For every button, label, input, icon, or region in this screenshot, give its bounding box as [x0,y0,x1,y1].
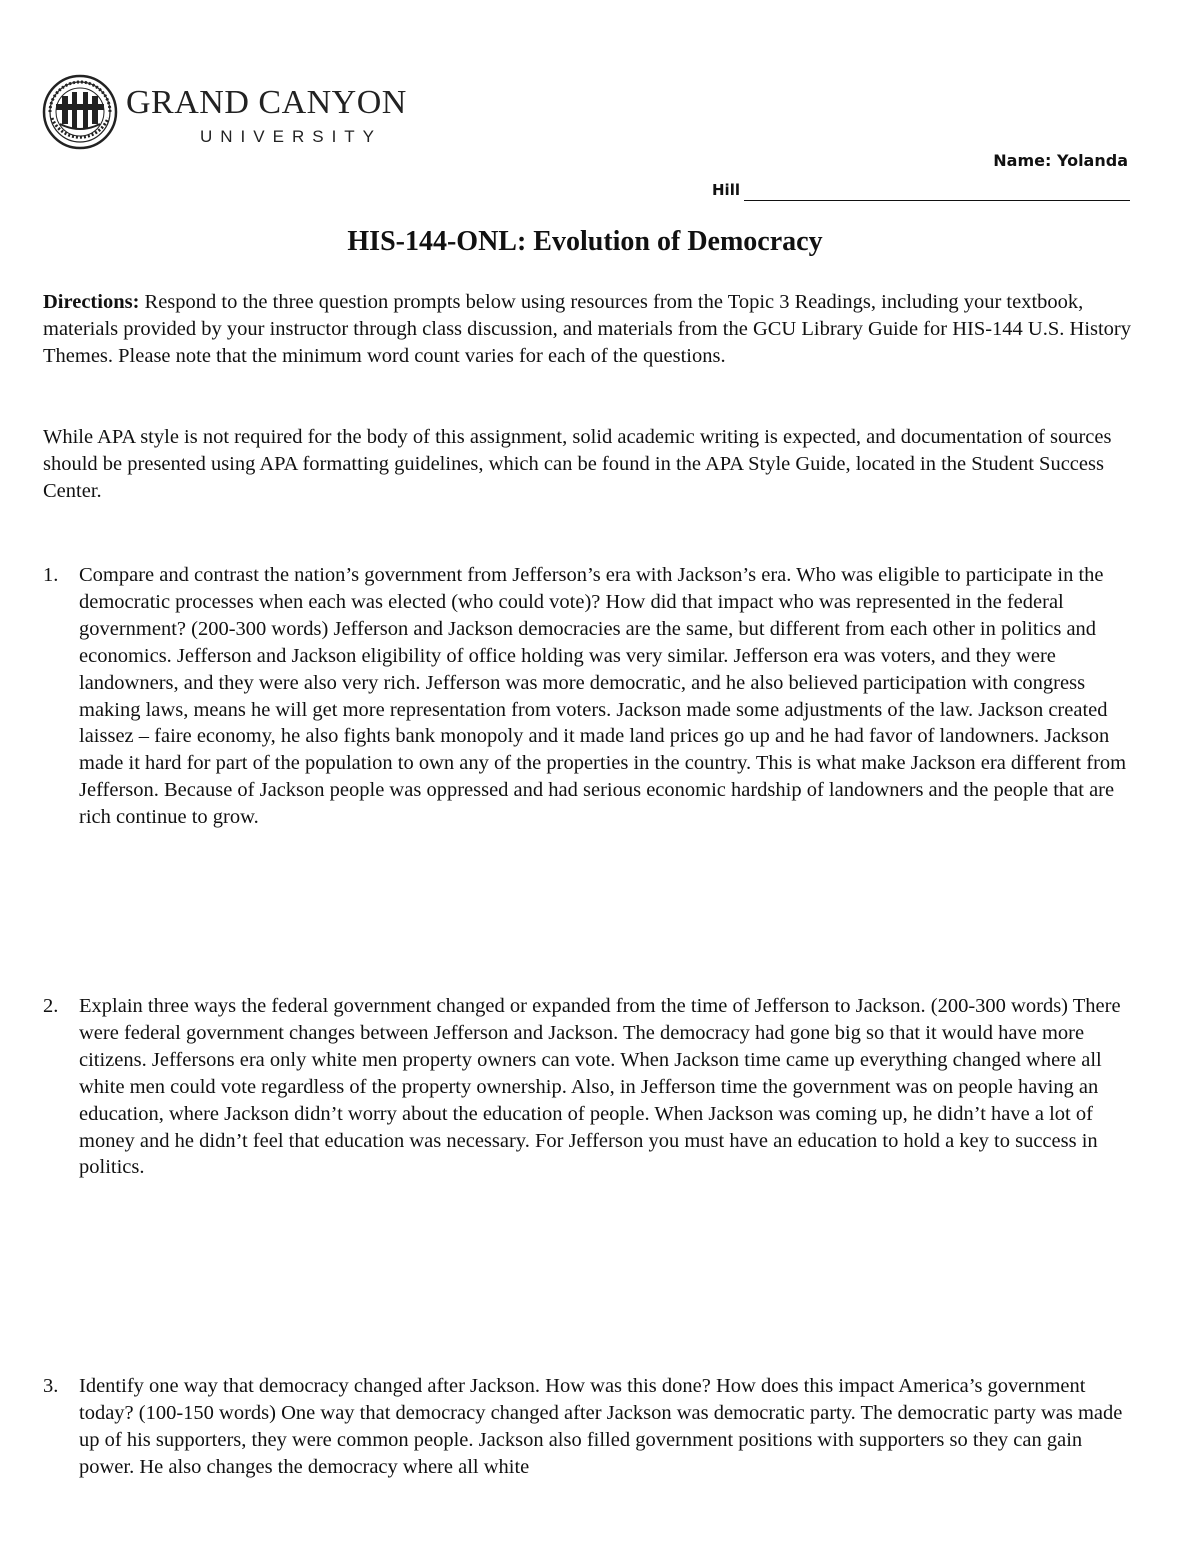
student-name-label: Name: Yolanda [993,151,1128,170]
question-text: Identify one way that democracy changed after Jackson. How was this done? How does this impact America’s government today? (100-150 words) One way that democracy changed after Jackson was democratic party. The democratic party was made up of his supporters, they were common people. Jackson also filled government positions with supporters so they can gain power. He also changes the democracy where all white [79,1375,1123,1478]
question-text: Compare and contrast the nation’s government from Jefferson’s era with Jackson’s era. Who was eligible to participate in the democratic processes when each was elected (who could vote)? How did that impact who was represented in the federal government? (200-300 words) Jefferson and Jackson democracies are the same, but different from each other in politics and economics. Jefferson and Jackson eligibility of office holding was very similar. Jefferson era was voters, and they were landowners, and they were also very rich. Jefferson was more democratic, and he also believed participation with congress making laws, means he will get more representation from voters. Jackson made some adjustments of the law. Jackson created laissez – faire economy, he also fights bank monopoly and it made land prices go up and he had favor of landowners. Jackson made it hard for part of the population to own any of the properties in the country. This is what make Jackson era different from Jefferson. Because of Jackson people was oppressed and had serious economic hardship of landowners and the people that are rich continue to grow. [79,564,1127,829]
question-item [43,993,1133,1181]
name-underline [744,200,1130,201]
student-name-continued: Hill [712,181,740,199]
question-item [43,562,1133,831]
directions-text: Respond to the three question prompts below using resources from the Topic 3 Readings, including your textbook, materials provided by your instructor through class discussion, and materials from the GCU Library Guide for HIS-144 U.S. History Themes. Please note that the minimum word count varies for each of the questions. [43,291,1132,367]
apa-note-paragraph: While APA style is not required for the body of this assignment, solid academic writing is expected, and documentation of sources should be presented using APA formatting guidelines, which can be found in the APA Style Guide, located in the Student Success Center. [43,426,1112,502]
logo-wordmark: GRAND CANYON [126,84,407,121]
question-text: Explain three ways the federal government changed or expanded from the time of Jefferson to Jackson. (200-300 words) There were federal government changes between Jefferson and Jackson. The democracy had gone big so that it would have more citizens. Jeffersons era only white men property owners can vote. When Jackson time came up everything changed where all white men could vote regardless of the property ownership. Also, in Jefferson time the government was on people having an education, where Jackson didn’t worry about the education of people. When Jackson was coming up, he didn’t have a lot of money and he didn’t feel that education was necessary. For Jefferson you must have an education to hold a key to success in politics. [79,995,1121,1179]
logo-subtitle: UNIVERSITY [200,127,383,146]
directions-label: Directions: [43,291,140,313]
university-logo [42,70,407,156]
question-number: 2. [43,995,59,1017]
directions-paragraph [43,289,1133,370]
question-number: 1. [43,564,59,586]
gcu-seal-icon [42,74,118,150]
question-item [43,1373,1133,1481]
question-number: 3. [43,1375,59,1397]
page-title: HIS-144-ONL: Evolution of Democracy [347,226,823,257]
